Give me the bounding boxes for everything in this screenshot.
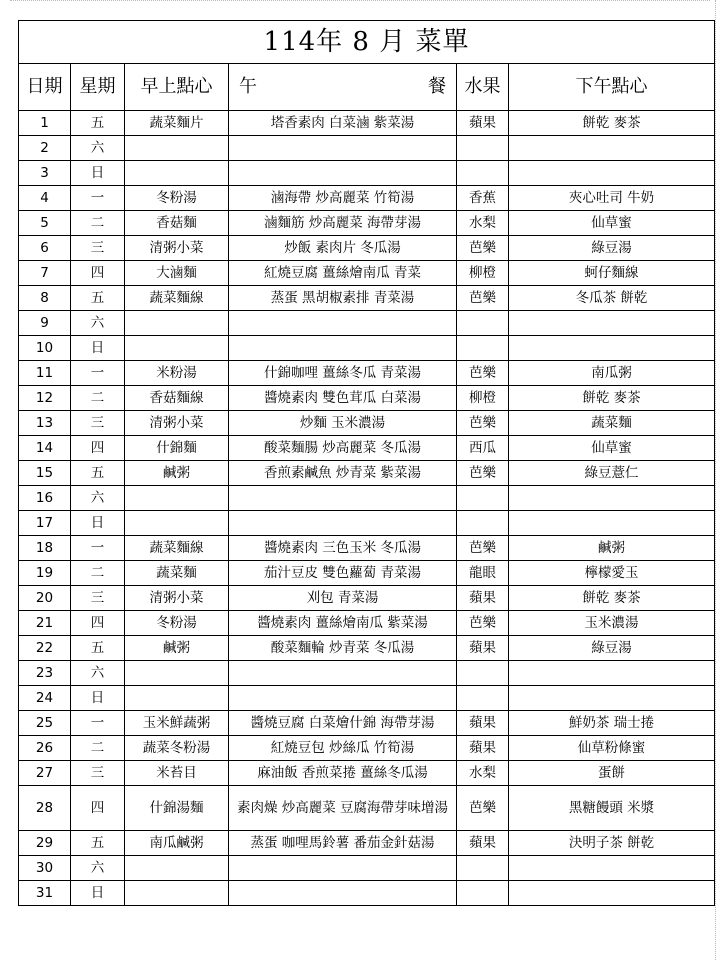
cell-fruit: 芭樂	[457, 361, 509, 386]
cell-afternoon: 綠豆薏仁	[509, 461, 715, 486]
cell-breakfast: 冬粉湯	[125, 186, 229, 211]
table-row	[19, 611, 715, 636]
cell-afternoon	[509, 136, 715, 161]
cell-date: 17	[19, 511, 71, 536]
table-row	[19, 511, 715, 536]
cell-date: 28	[19, 786, 71, 831]
cell-fruit: 芭樂	[457, 461, 509, 486]
table-row	[19, 586, 715, 611]
cell-afternoon	[509, 856, 715, 881]
table-row	[19, 636, 715, 661]
cell-fruit	[457, 161, 509, 186]
cell-breakfast: 鹹粥	[125, 636, 229, 661]
cell-afternoon: 決明子茶 餅乾	[509, 831, 715, 856]
cell-breakfast	[125, 881, 229, 906]
cell-date: 15	[19, 461, 71, 486]
cell-fruit: 芭樂	[457, 786, 509, 831]
cell-fruit: 芭樂	[457, 236, 509, 261]
cell-afternoon: 鹹粥	[509, 536, 715, 561]
cell-breakfast	[125, 661, 229, 686]
header-breakfast: 早上點心	[125, 64, 229, 111]
cell-fruit: 蘋果	[457, 736, 509, 761]
cell-afternoon	[509, 661, 715, 686]
cell-breakfast	[125, 686, 229, 711]
cell-afternoon	[509, 511, 715, 536]
cell-afternoon	[509, 881, 715, 906]
cell-date: 27	[19, 761, 71, 786]
cell-weekday: 五	[71, 111, 125, 136]
cell-breakfast: 蔬菜麵片	[125, 111, 229, 136]
cell-breakfast: 清粥小菜	[125, 586, 229, 611]
cell-fruit: 水梨	[457, 211, 509, 236]
cell-date: 20	[19, 586, 71, 611]
menu-title: 114年 8 月 菜單	[19, 21, 715, 64]
cell-lunch: 素肉燥 炒高麗菜 豆腐海帶芽味增湯	[229, 786, 457, 831]
cell-lunch	[229, 661, 457, 686]
cell-breakfast: 蔬菜麵	[125, 561, 229, 586]
cell-fruit	[457, 661, 509, 686]
cell-fruit: 芭樂	[457, 286, 509, 311]
cell-weekday: 六	[71, 486, 125, 511]
cell-weekday: 六	[71, 661, 125, 686]
cell-date: 3	[19, 161, 71, 186]
header-afternoon: 下午點心	[509, 64, 715, 111]
cell-afternoon: 仙草蜜	[509, 436, 715, 461]
cell-fruit: 柳橙	[457, 261, 509, 286]
table-row	[19, 536, 715, 561]
table-row	[19, 856, 715, 881]
table-row	[19, 186, 715, 211]
cell-weekday: 四	[71, 611, 125, 636]
page-edge-right	[715, 0, 716, 960]
cell-weekday: 二	[71, 211, 125, 236]
table-row	[19, 736, 715, 761]
cell-breakfast: 大滷麵	[125, 261, 229, 286]
cell-breakfast: 清粥小菜	[125, 411, 229, 436]
cell-lunch: 塔香素肉 白菜滷 紫菜湯	[229, 111, 457, 136]
header-lunch-left: 午	[239, 76, 257, 97]
cell-lunch: 什錦咖哩 薑絲冬瓜 青菜湯	[229, 361, 457, 386]
cell-lunch: 香煎素鹹魚 炒青菜 紫菜湯	[229, 461, 457, 486]
cell-weekday: 六	[71, 856, 125, 881]
cell-fruit	[457, 486, 509, 511]
cell-date: 6	[19, 236, 71, 261]
cell-date: 9	[19, 311, 71, 336]
cell-breakfast: 米苔目	[125, 761, 229, 786]
cell-weekday: 六	[71, 311, 125, 336]
cell-breakfast: 玉米鮮蔬粥	[125, 711, 229, 736]
cell-weekday: 二	[71, 561, 125, 586]
cell-afternoon: 檸檬愛玉	[509, 561, 715, 586]
cell-afternoon: 餅乾 麥茶	[509, 586, 715, 611]
table-row	[19, 831, 715, 856]
cell-breakfast	[125, 161, 229, 186]
cell-breakfast: 什錦麵	[125, 436, 229, 461]
menu-table	[18, 20, 715, 906]
cell-weekday: 四	[71, 436, 125, 461]
cell-fruit	[457, 881, 509, 906]
cell-fruit: 蘋果	[457, 636, 509, 661]
cell-lunch: 蒸蛋 咖哩馬鈴薯 番茄金針菇湯	[229, 831, 457, 856]
cell-weekday: 五	[71, 461, 125, 486]
cell-fruit: 蘋果	[457, 111, 509, 136]
cell-fruit: 蘋果	[457, 711, 509, 736]
cell-date: 2	[19, 136, 71, 161]
page-edge-top	[10, 0, 710, 1]
cell-fruit: 蘋果	[457, 586, 509, 611]
cell-lunch	[229, 336, 457, 361]
table-row	[19, 261, 715, 286]
cell-date: 18	[19, 536, 71, 561]
cell-lunch: 茄汁豆皮 雙色蘿蔔 青菜湯	[229, 561, 457, 586]
cell-afternoon: 餅乾 麥茶	[509, 386, 715, 411]
menu-body	[19, 111, 715, 906]
cell-lunch: 醬燒素肉 薑絲燴南瓜 紫菜湯	[229, 611, 457, 636]
cell-date: 12	[19, 386, 71, 411]
cell-afternoon: 綠豆湯	[509, 636, 715, 661]
cell-breakfast	[125, 311, 229, 336]
cell-weekday: 一	[71, 711, 125, 736]
cell-fruit: 香蕉	[457, 186, 509, 211]
cell-weekday: 一	[71, 186, 125, 211]
cell-weekday: 三	[71, 411, 125, 436]
cell-afternoon: 蔬菜麵	[509, 411, 715, 436]
cell-lunch: 醬燒素肉 雙色茸瓜 白菜湯	[229, 386, 457, 411]
cell-weekday: 二	[71, 386, 125, 411]
cell-date: 29	[19, 831, 71, 856]
cell-weekday: 三	[71, 586, 125, 611]
table-row	[19, 881, 715, 906]
cell-breakfast: 蔬菜麵線	[125, 286, 229, 311]
cell-afternoon: 冬瓜茶 餅乾	[509, 286, 715, 311]
cell-breakfast	[125, 511, 229, 536]
cell-weekday: 四	[71, 786, 125, 831]
cell-date: 1	[19, 111, 71, 136]
cell-afternoon: 玉米濃湯	[509, 611, 715, 636]
cell-breakfast: 南瓜鹹粥	[125, 831, 229, 856]
cell-weekday: 六	[71, 136, 125, 161]
cell-fruit: 芭樂	[457, 611, 509, 636]
cell-breakfast: 什錦湯麵	[125, 786, 229, 831]
cell-lunch: 炒飯 素肉片 冬瓜湯	[229, 236, 457, 261]
cell-weekday: 五	[71, 831, 125, 856]
cell-weekday: 日	[71, 686, 125, 711]
table-row	[19, 436, 715, 461]
table-row	[19, 211, 715, 236]
cell-weekday: 四	[71, 261, 125, 286]
cell-afternoon: 蛋餅	[509, 761, 715, 786]
cell-fruit: 芭樂	[457, 536, 509, 561]
cell-afternoon: 餅乾 麥茶	[509, 111, 715, 136]
cell-afternoon	[509, 486, 715, 511]
cell-fruit: 芭樂	[457, 411, 509, 436]
cell-weekday: 二	[71, 736, 125, 761]
header-weekday: 星期	[71, 64, 125, 111]
cell-afternoon: 鮮奶茶 瑞士捲	[509, 711, 715, 736]
cell-afternoon: 夾心吐司 牛奶	[509, 186, 715, 211]
cell-date: 4	[19, 186, 71, 211]
table-row	[19, 111, 715, 136]
cell-lunch	[229, 136, 457, 161]
cell-weekday: 日	[71, 881, 125, 906]
cell-weekday: 五	[71, 636, 125, 661]
cell-date: 13	[19, 411, 71, 436]
cell-lunch: 紅燒豆包 炒絲瓜 竹筍湯	[229, 736, 457, 761]
cell-lunch: 酸菜麵輪 炒青菜 冬瓜湯	[229, 636, 457, 661]
cell-fruit	[457, 311, 509, 336]
cell-weekday: 日	[71, 336, 125, 361]
cell-date: 19	[19, 561, 71, 586]
table-row	[19, 561, 715, 586]
cell-lunch	[229, 161, 457, 186]
cell-lunch: 滷海帶 炒高麗菜 竹筍湯	[229, 186, 457, 211]
cell-breakfast: 香菇麵	[125, 211, 229, 236]
cell-fruit: 水梨	[457, 761, 509, 786]
title-row	[19, 21, 715, 64]
cell-lunch: 紅燒豆腐 薑絲燴南瓜 青菜	[229, 261, 457, 286]
cell-breakfast	[125, 136, 229, 161]
cell-weekday: 五	[71, 286, 125, 311]
table-row	[19, 486, 715, 511]
table-row	[19, 336, 715, 361]
cell-lunch	[229, 486, 457, 511]
table-row	[19, 786, 715, 831]
cell-breakfast: 冬粉湯	[125, 611, 229, 636]
table-row	[19, 386, 715, 411]
cell-date: 22	[19, 636, 71, 661]
cell-afternoon: 南瓜粥	[509, 361, 715, 386]
lunch-header-wrap	[231, 76, 454, 97]
cell-date: 10	[19, 336, 71, 361]
cell-lunch	[229, 686, 457, 711]
cell-date: 14	[19, 436, 71, 461]
cell-date: 25	[19, 711, 71, 736]
cell-afternoon	[509, 686, 715, 711]
cell-lunch: 蒸蛋 黑胡椒素排 青菜湯	[229, 286, 457, 311]
table-row	[19, 461, 715, 486]
cell-weekday: 三	[71, 236, 125, 261]
cell-date: 8	[19, 286, 71, 311]
cell-weekday: 日	[71, 511, 125, 536]
cell-lunch	[229, 856, 457, 881]
cell-date: 30	[19, 856, 71, 881]
cell-fruit	[457, 686, 509, 711]
cell-lunch	[229, 511, 457, 536]
cell-date: 26	[19, 736, 71, 761]
cell-fruit	[457, 136, 509, 161]
cell-date: 24	[19, 686, 71, 711]
cell-breakfast: 鹹粥	[125, 461, 229, 486]
cell-afternoon: 黑糖饅頭 米漿	[509, 786, 715, 831]
table-row	[19, 161, 715, 186]
cell-date: 7	[19, 261, 71, 286]
header-fruit: 水果	[457, 64, 509, 111]
table-row	[19, 761, 715, 786]
cell-afternoon	[509, 161, 715, 186]
cell-fruit: 西瓜	[457, 436, 509, 461]
cell-lunch	[229, 881, 457, 906]
cell-breakfast: 蔬菜冬粉湯	[125, 736, 229, 761]
cell-lunch: 滷麵筋 炒高麗菜 海帶芽湯	[229, 211, 457, 236]
cell-date: 5	[19, 211, 71, 236]
cell-lunch: 炒麵 玉米濃湯	[229, 411, 457, 436]
cell-fruit: 龍眼	[457, 561, 509, 586]
cell-date: 23	[19, 661, 71, 686]
cell-lunch: 醬燒素肉 三色玉米 冬瓜湯	[229, 536, 457, 561]
cell-fruit	[457, 336, 509, 361]
cell-breakfast: 香菇麵線	[125, 386, 229, 411]
cell-lunch: 麻油飯 香煎菜捲 薑絲冬瓜湯	[229, 761, 457, 786]
cell-lunch: 酸菜麵腸 炒高麗菜 冬瓜湯	[229, 436, 457, 461]
cell-lunch	[229, 311, 457, 336]
header-lunch	[229, 64, 457, 111]
cell-date: 11	[19, 361, 71, 386]
cell-fruit	[457, 511, 509, 536]
table-row	[19, 286, 715, 311]
cell-fruit	[457, 856, 509, 881]
cell-breakfast: 蔬菜麵線	[125, 536, 229, 561]
table-row	[19, 711, 715, 736]
table-row	[19, 361, 715, 386]
table-row	[19, 411, 715, 436]
cell-afternoon: 仙草蜜	[509, 211, 715, 236]
cell-afternoon: 仙草粉條蜜	[509, 736, 715, 761]
cell-breakfast	[125, 336, 229, 361]
table-row	[19, 311, 715, 336]
cell-breakfast	[125, 486, 229, 511]
cell-fruit: 柳橙	[457, 386, 509, 411]
header-lunch-right: 餐	[428, 76, 446, 97]
table-row	[19, 686, 715, 711]
cell-afternoon	[509, 336, 715, 361]
cell-weekday: 一	[71, 536, 125, 561]
cell-date: 21	[19, 611, 71, 636]
cell-breakfast	[125, 856, 229, 881]
cell-lunch: 醬燒豆腐 白菜燴什錦 海帶芽湯	[229, 711, 457, 736]
cell-afternoon: 綠豆湯	[509, 236, 715, 261]
table-row	[19, 661, 715, 686]
cell-date: 16	[19, 486, 71, 511]
cell-weekday: 日	[71, 161, 125, 186]
cell-weekday: 一	[71, 361, 125, 386]
cell-afternoon	[509, 311, 715, 336]
cell-lunch: 刈包 青菜湯	[229, 586, 457, 611]
cell-fruit: 蘋果	[457, 831, 509, 856]
header-row	[19, 64, 715, 111]
cell-breakfast: 米粉湯	[125, 361, 229, 386]
table-row	[19, 236, 715, 261]
cell-afternoon: 蚵仔麵線	[509, 261, 715, 286]
table-row	[19, 136, 715, 161]
cell-breakfast: 清粥小菜	[125, 236, 229, 261]
header-date: 日期	[19, 64, 71, 111]
cell-weekday: 三	[71, 761, 125, 786]
cell-date: 31	[19, 881, 71, 906]
